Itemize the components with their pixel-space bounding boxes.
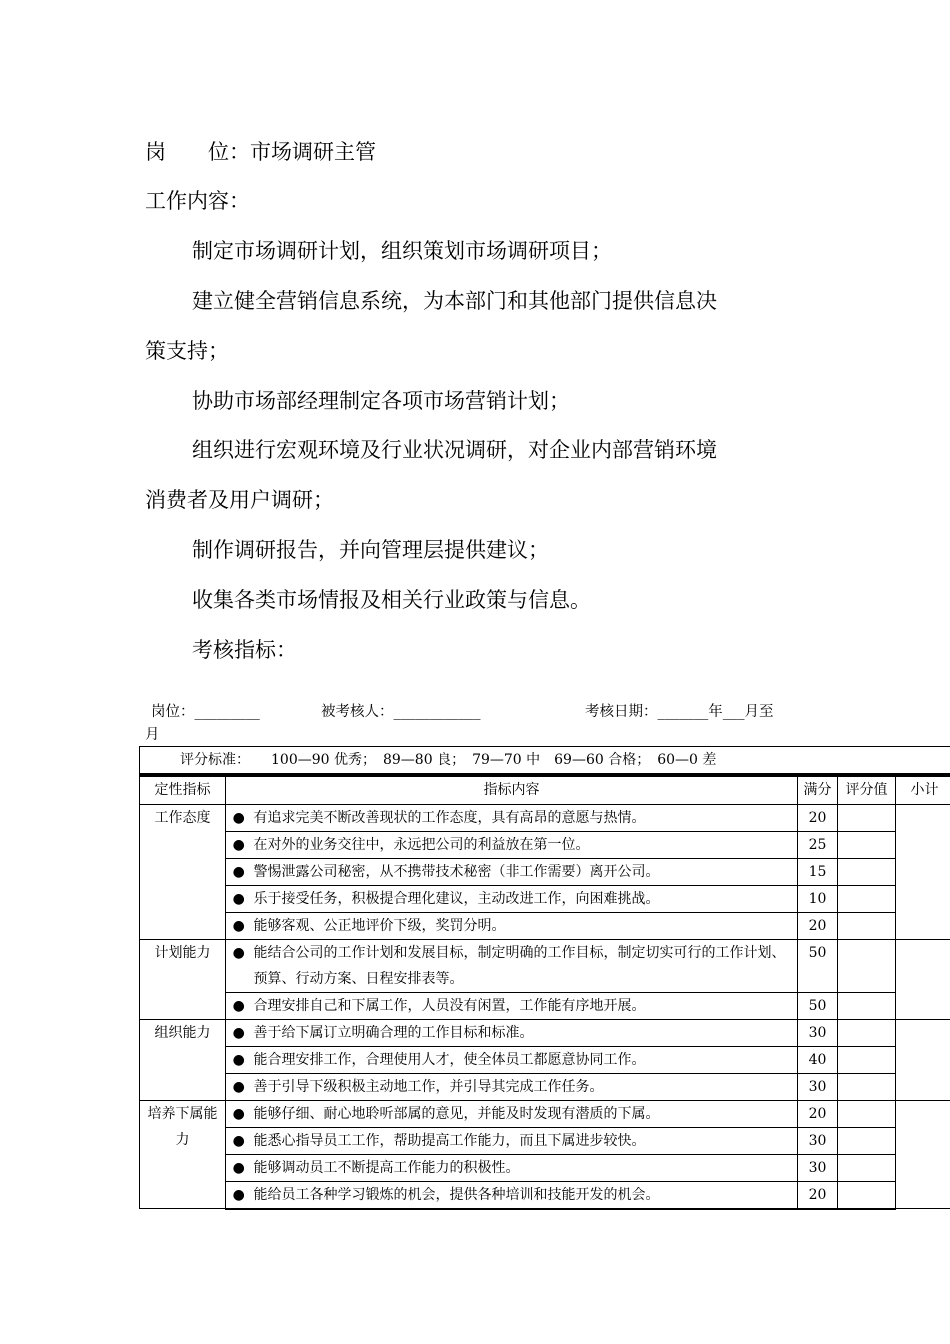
score-value-cell[interactable]	[838, 804, 896, 831]
category-cell: 计划能力	[140, 939, 226, 1019]
indicator-text: 能够客观、公正地评价下级，奖罚分明。	[252, 912, 798, 939]
full-score: 40	[798, 1046, 838, 1073]
full-score: 30	[798, 1073, 838, 1100]
score-value-cell[interactable]	[838, 1127, 896, 1154]
bullet-icon: ●	[232, 863, 245, 880]
full-score: 30	[798, 1127, 838, 1154]
indicator-text: 能给员工各种学习锻炼的机会，提供各种培训和技能开发的机会。	[252, 1181, 798, 1209]
duty-line: 消费者及用户调研；	[145, 488, 334, 512]
full-score: 50	[798, 992, 838, 1019]
bullet-icon: ●	[232, 1132, 245, 1149]
indicator-text: 有追求完美不断改善现状的工作态度，具有高昂的意愿与热情。	[252, 804, 798, 831]
duty-line: 收集各类市场情报及相关行业政策与信息。	[192, 588, 591, 612]
indicator-text: 在对外的业务交往中，永远把公司的利益放在第一位。	[252, 831, 798, 858]
subtotal-cell[interactable]	[896, 939, 950, 1019]
position-line	[145, 139, 376, 165]
duty-line: 组织进行宏观环境及行业状况调研，对企业内部营销环境	[192, 438, 717, 462]
assessment-table	[139, 746, 950, 1210]
form-date-cont: 月	[145, 727, 160, 743]
full-score: 20	[798, 1100, 838, 1127]
position-label: 岗 位：	[145, 140, 250, 164]
subtotal-cell[interactable]	[896, 1019, 950, 1100]
header-category: 定性指标	[140, 775, 226, 804]
scoring-criteria: 评分标准： 100—90 优秀； 89—80 良； 79—70 中 69—60 合格； 60—0 差	[140, 747, 950, 776]
bullet-icon: ●	[232, 944, 245, 961]
header-content: 指标内容	[226, 775, 798, 804]
bullet-icon: ●	[232, 1051, 245, 1068]
score-value-cell[interactable]	[838, 1019, 896, 1046]
duty-line: 协助市场部经理制定各项市场营销计划；	[192, 389, 570, 413]
bullet-icon: ●	[232, 809, 245, 826]
duty-line: 制定市场调研计划，组织策划市场调研项目；	[192, 239, 612, 263]
bullet-icon: ●	[232, 1105, 245, 1122]
form-position: 岗位：_________	[151, 704, 260, 720]
subtotal-cell[interactable]	[896, 804, 950, 939]
bullet-icon: ●	[232, 890, 245, 907]
indicator-text: 能结合公司的工作计划和发展目标，制定明确的工作目标，制定切实可行的工作计划、预算、行动方案、日程安排表等。	[252, 939, 798, 992]
header-full-score: 满分	[798, 775, 838, 804]
indicator-text: 能够调动员工不断提高工作能力的积极性。	[252, 1154, 798, 1181]
indicator-text: 善于给下属订立明确合理的工作目标和标准。	[252, 1019, 798, 1046]
score-value-cell[interactable]	[838, 1181, 896, 1209]
duty-line: 策支持；	[145, 339, 229, 363]
score-value-cell[interactable]	[838, 885, 896, 912]
full-score: 20	[798, 912, 838, 939]
score-value-cell[interactable]	[838, 1073, 896, 1100]
score-value-cell[interactable]	[838, 858, 896, 885]
score-value-cell[interactable]	[838, 912, 896, 939]
score-value-cell[interactable]	[838, 1100, 896, 1127]
full-score: 10	[798, 885, 838, 912]
indicator-text: 善于引导下级积极主动地工作，并引导其完成工作任务。	[252, 1073, 798, 1100]
duty-line: 建立健全营销信息系统，为本部门和其他部门提供信息决	[192, 289, 717, 313]
full-score: 30	[798, 1019, 838, 1046]
work-content-label: 工作内容：	[145, 189, 250, 213]
position-value: 市场调研主管	[250, 140, 376, 164]
bullet-icon: ●	[232, 1159, 245, 1176]
score-value-cell[interactable]	[838, 1046, 896, 1073]
category-cell: 培养下属能力	[140, 1100, 226, 1209]
bullet-icon: ●	[232, 917, 245, 934]
full-score: 20	[798, 804, 838, 831]
full-score: 20	[798, 1181, 838, 1209]
bullet-icon: ●	[232, 836, 245, 853]
subtotal-cell[interactable]	[896, 1100, 950, 1209]
full-score: 25	[798, 831, 838, 858]
category-cell: 组织能力	[140, 1019, 226, 1100]
assessment-label: 考核指标：	[192, 638, 297, 662]
header-score-value: 评分值	[838, 775, 896, 804]
form-assessee: 被考核人：____________	[321, 704, 481, 720]
full-score: 30	[798, 1154, 838, 1181]
form-date: 考核日期：_______年___月至	[585, 704, 774, 720]
category-cell: 工作态度	[140, 804, 226, 939]
indicator-text: 警惕泄露公司秘密，从不携带技术秘密（非工作需要）离开公司。	[252, 858, 798, 885]
indicator-text: 能悉心指导员工工作，帮助提高工作能力，而且下属进步较快。	[252, 1127, 798, 1154]
indicator-text: 合理安排自己和下属工作，人员没有闲置，工作能有序地开展。	[252, 992, 798, 1019]
indicator-text: 能够仔细、耐心地聆听部属的意见，并能及时发现有潜质的下属。	[252, 1100, 798, 1127]
score-value-cell[interactable]	[838, 939, 896, 992]
full-score: 15	[798, 858, 838, 885]
score-value-cell[interactable]	[838, 992, 896, 1019]
score-value-cell[interactable]	[838, 1154, 896, 1181]
score-value-cell[interactable]	[838, 831, 896, 858]
indicator-text: 乐于接受任务，积极提合理化建议，主动改进工作，向困难挑战。	[252, 885, 798, 912]
duty-line: 制作调研报告，并向管理层提供建议；	[192, 538, 549, 562]
bullet-icon: ●	[232, 1078, 245, 1095]
indicator-text: 能合理安排工作，合理使用人才，使全体员工都愿意协同工作。	[252, 1046, 798, 1073]
full-score: 50	[798, 939, 838, 992]
header-subtotal: 小计	[896, 775, 950, 804]
bullet-icon: ●	[232, 997, 245, 1014]
bullet-icon: ●	[232, 1186, 245, 1203]
bullet-icon: ●	[232, 1024, 245, 1041]
